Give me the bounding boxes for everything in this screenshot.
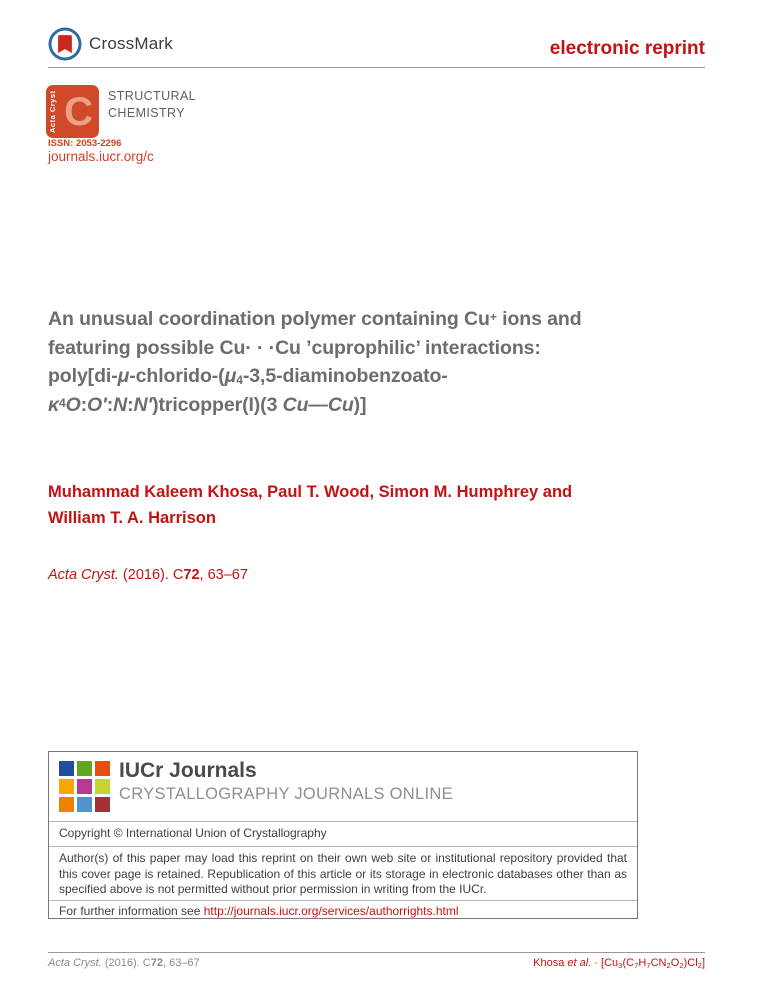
chemical-formula: $[Cu_3(C_7H_7CN_2O_2)Cl_2]$ xyxy=(601,957,705,970)
iucr-journals-title: IUCr Journals xyxy=(119,759,257,782)
iucr-grid-square xyxy=(95,797,110,812)
title-line-1: An unusual coordination polymer containing Cu+ ions and xyxy=(48,308,582,330)
header-rule xyxy=(48,67,705,68)
authors-line-2: William T. A. Harrison xyxy=(48,508,216,527)
footer-citation: Acta Cryst. (2016). C72, 63–67 xyxy=(48,957,200,969)
acta-logo-side-text: Acta Cryst xyxy=(48,90,57,133)
crossmark-label: CrossMark xyxy=(89,34,173,53)
iucr-journals-subtitle: CRYSTALLOGRAPHY JOURNALS ONLINE xyxy=(119,785,453,803)
electronic-reprint-label: electronic reprint xyxy=(549,38,705,59)
journal-homepage-link[interactable]: journals.iucr.org/c xyxy=(48,149,154,164)
iucr-grid-square xyxy=(77,761,92,776)
citation-journal: Acta Cryst. xyxy=(48,567,119,583)
iucr-grid-square xyxy=(59,761,74,776)
title-line-3: $poly[di-\mu-chlorido-(\mu_4-3,5-diaminobenzoato-$ xyxy=(48,365,448,387)
permission-text: Author(s) of this paper may load this reprint on their own web site or institutional repository provided that this cover page is retained. Republication of this article or its storage in electronic databases other than as specified above is not permitted without prior permission in writing from the IUCr. xyxy=(59,851,627,896)
authorrights-link[interactable]: http://journals.iucr.org/services/authorrights.html xyxy=(203,904,459,918)
footer-reference: Khosa et al. · $[Cu_3(C_7H_7CN_2O_2)Cl_2]$ xyxy=(533,957,705,970)
iucr-grid-square xyxy=(95,779,110,794)
box-separator xyxy=(49,846,637,847)
further-info-text: For further information see http://journals.iucr.org/services/authorrights.html xyxy=(59,904,459,918)
author-list xyxy=(48,480,572,531)
iucr-grid-square xyxy=(95,761,110,776)
iucr-copyright-box xyxy=(48,751,638,919)
citation-volume: 72 xyxy=(183,567,200,583)
title-line-2: featuring possible Cu· · ·Cu ’cuprophilic’ interactions: xyxy=(48,336,541,359)
iucr-grid-square xyxy=(77,797,92,812)
crossmark-logo[interactable] xyxy=(48,27,173,61)
box-separator xyxy=(49,821,637,822)
iucr-grid-square xyxy=(59,797,74,812)
crossmark-icon xyxy=(48,27,82,61)
superscript-plus: + xyxy=(489,310,497,324)
paper-title xyxy=(48,305,582,419)
title-line-4: $\kappa^4O:O':N:N')tricopper(I)(3$ Cu—Cu)] xyxy=(48,393,367,416)
citation-pages: , 63–67 xyxy=(199,567,248,583)
authors-line-1: Muhammad Kaleem Khosa, Paul T. Wood, Simon M. Humphrey and xyxy=(48,483,573,501)
et-al-label: et al. xyxy=(567,957,592,969)
acta-logo-letter: C xyxy=(64,90,93,134)
footer-rule xyxy=(48,952,705,953)
issn-label: ISSN: 2053-2296 xyxy=(48,138,122,149)
journal-section-line1: STRUCTURAL xyxy=(108,89,197,103)
copyright-text: Copyright © International Union of Crystallography xyxy=(59,826,327,840)
box-separator xyxy=(49,900,637,901)
acta-cryst-c-logo xyxy=(46,85,99,138)
iucr-grid-square xyxy=(59,779,74,794)
citation-line: Acta Cryst. (2016). C72, 63–67 xyxy=(48,567,248,583)
journal-section-line2: CHEMISTRY xyxy=(108,106,185,120)
journal-section-name xyxy=(108,88,196,122)
iucr-logo-grid xyxy=(59,761,110,812)
iucr-grid-square xyxy=(77,779,92,794)
